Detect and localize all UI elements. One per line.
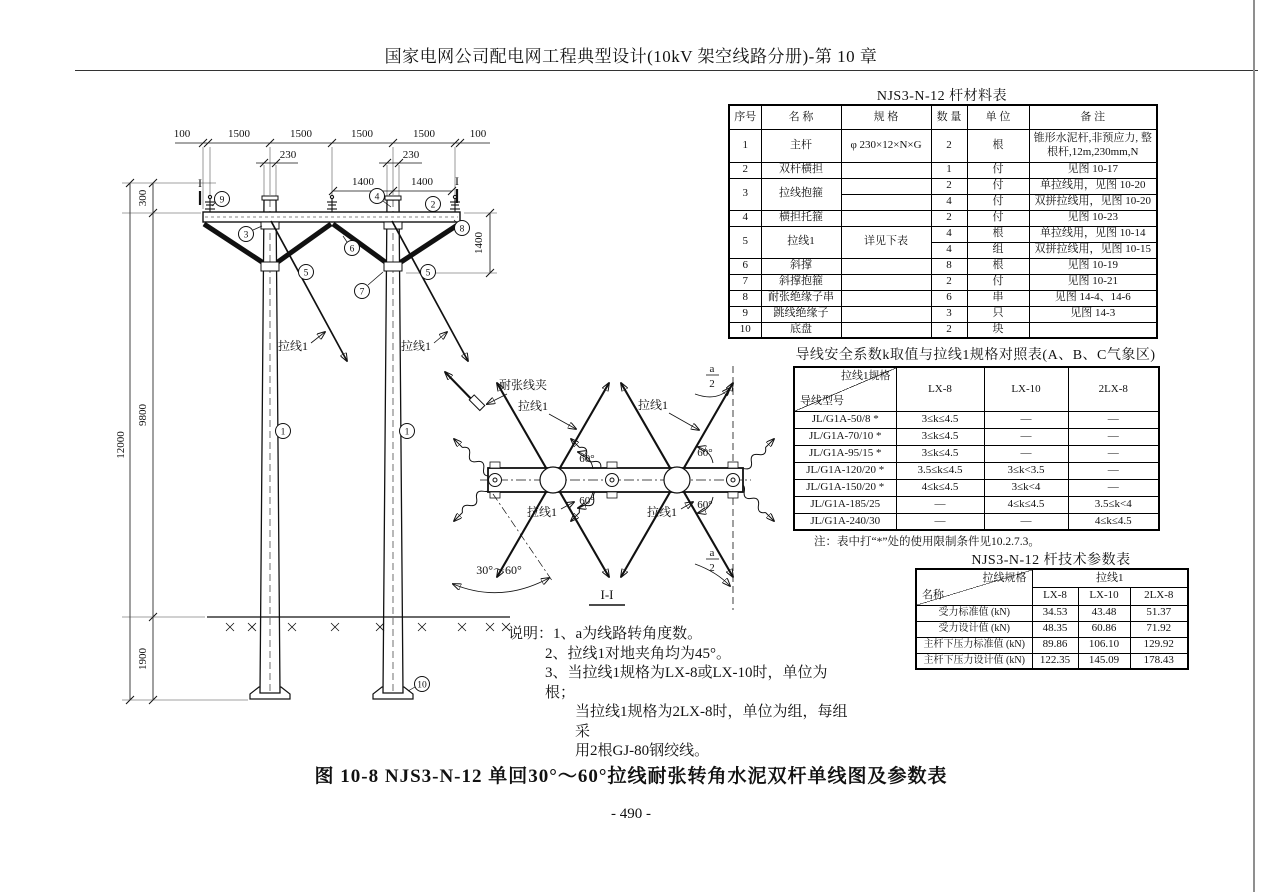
col-header: LX-8 (1032, 587, 1078, 605)
stay-label: 拉线1 (637, 398, 669, 412)
cell: 5 (729, 226, 761, 258)
dim-label: 1400 (411, 176, 433, 188)
cell: 付 (967, 274, 1029, 290)
callout-number: 1 (404, 427, 410, 438)
k-value-table (793, 366, 1160, 531)
page-number: - 490 - (611, 806, 651, 822)
angle-label: 60° (697, 499, 713, 511)
cell: 4≤k≤4.5 (896, 479, 984, 496)
callout-number: 6 (349, 244, 355, 255)
col-header: 备 注 (1029, 105, 1157, 129)
cell: 4 (729, 210, 761, 226)
dim-label: 1900 (137, 648, 149, 670)
cell: 2 (931, 178, 967, 194)
cell: — (1068, 411, 1159, 428)
col-header: 序号 (729, 105, 761, 129)
table-row (916, 605, 1188, 621)
dim-label: 300 (137, 189, 149, 207)
cell: 8 (729, 290, 761, 306)
dim-label: 230 (402, 149, 420, 161)
cell: 斜撑 (761, 258, 841, 274)
cell: — (896, 496, 984, 513)
table-row (729, 322, 1157, 338)
cell: JL/G1A-95/15 * (794, 445, 896, 462)
cell: 4≤k≤4.5 (984, 496, 1068, 513)
cell: 3≤k≤4.5 (896, 428, 984, 445)
cell: 单拉线用，见图 10-14 (1029, 226, 1157, 242)
cell: 3 (729, 178, 761, 210)
corner-bottom-label: 名称 (922, 589, 944, 602)
cell: 3≤k<4 (984, 479, 1068, 496)
cell: 双拼拉线用，见图 10-20 (1029, 194, 1157, 210)
table-header-row (729, 105, 1157, 129)
table-row (729, 129, 1157, 162)
cell: 见图 10-17 (1029, 162, 1157, 178)
dim-label: 1400 (352, 176, 374, 188)
cell: — (984, 428, 1068, 445)
table-row (916, 637, 1188, 653)
cell: 见图 14-3 (1029, 306, 1157, 322)
cell: 底盘 (761, 322, 841, 338)
stay-label: 拉线1 (517, 399, 549, 413)
cell: 详见下表 (841, 226, 931, 258)
callout-number: 4 (374, 192, 380, 203)
cell: 拉线抱箍 (761, 178, 841, 210)
k-table-note: 注：表中打“*”处的使用限制条件见10.2.7.3。 (814, 536, 1040, 548)
section-mark: I (455, 174, 459, 188)
table-row (729, 274, 1157, 290)
table-header-row (794, 367, 1159, 411)
cell: — (896, 513, 984, 530)
col-header: LX-10 (1078, 587, 1130, 605)
jumper-insulators (205, 192, 460, 212)
cell (1029, 322, 1157, 338)
cell: — (984, 445, 1068, 462)
table-row (729, 226, 1157, 242)
cell: 见图 10-23 (1029, 210, 1157, 226)
jumper-insulator (450, 195, 460, 212)
materials-table (728, 104, 1158, 339)
corner-top-label: 拉线规格 (982, 572, 1027, 584)
table-row (729, 306, 1157, 322)
cell (841, 178, 931, 194)
pole-clamps (261, 222, 402, 271)
cell: — (984, 411, 1068, 428)
cell: 122.35 (1032, 653, 1078, 669)
cell: JL/G1A-120/20 * (794, 462, 896, 479)
cell: 受力标准值 (kN) (916, 605, 1032, 621)
a-over-2-top (695, 363, 730, 397)
cell: 9 (729, 306, 761, 322)
diagonal-corner-cell (916, 569, 1032, 605)
dim-label: 1500 (351, 128, 373, 140)
a-denominator: 2 (709, 378, 715, 390)
cell: 7 (729, 274, 761, 290)
crossarm-1400-dimensions (329, 176, 456, 195)
cell: 34.53 (1032, 605, 1078, 621)
diagonal-corner-cell (794, 367, 896, 411)
materials-table-title: NJS3-N-12 杆材料表 (876, 89, 1008, 104)
section-mark: I (198, 176, 202, 190)
cell: JL/G1A-240/30 (794, 513, 896, 530)
cell: 跳线绝缘子 (761, 306, 841, 322)
section-title-text: I-I (600, 587, 614, 602)
dim-label: 230 (279, 149, 297, 161)
cell (841, 194, 931, 210)
jumper-insulator (327, 195, 337, 212)
note-line: 说明：1、a为线路转角度数。 (508, 626, 703, 642)
clamp-label: 耐张线夹 (498, 378, 548, 392)
dim-label: 12000 (115, 431, 127, 459)
cell: 3.5≤k<4 (1068, 496, 1159, 513)
callout-number: 3 (243, 230, 249, 241)
table-row (794, 479, 1159, 496)
cell: 60.86 (1078, 621, 1130, 637)
cell: 锥形水泥杆,非预应力, 整根杆,12m,230mm,N (1029, 129, 1157, 162)
part-callouts (212, 189, 470, 692)
cell: 89.86 (1032, 637, 1078, 653)
cell: 块 (967, 322, 1029, 338)
cell: 单拉线用，见图 10-20 (1029, 178, 1157, 194)
cell: 43.48 (1078, 605, 1130, 621)
cell: 3≤k≤4.5 (896, 445, 984, 462)
dim-label: 1500 (290, 128, 312, 140)
cell: 4 (931, 226, 967, 242)
callout-number: 7 (359, 287, 365, 298)
section-i-i-drawing (435, 358, 777, 616)
page-header-title: 国家电网公司配电网工程典型设计(10kV 架空线路分册)-第 10 章 (384, 47, 878, 66)
corner-bottom-label: 导线型号 (800, 395, 844, 408)
cell: 3 (931, 306, 967, 322)
angle-label: 60° (579, 495, 595, 507)
cell: 横担托箍 (761, 210, 841, 226)
cell: 178.43 (1130, 653, 1188, 669)
cell: 付 (967, 210, 1029, 226)
callout-number: 1 (280, 427, 286, 438)
cell: 根 (967, 129, 1029, 162)
cell: 3.5≤k≤4.5 (896, 462, 984, 479)
col-header: 单 位 (967, 105, 1029, 129)
jumper-insulator (205, 195, 215, 212)
table-row (729, 258, 1157, 274)
cell: 48.35 (1032, 621, 1078, 637)
stay-label: 拉线1 (400, 339, 432, 353)
cell: 1 (729, 129, 761, 162)
cell: 2 (931, 322, 967, 338)
table-row (794, 411, 1159, 428)
col-header: 2LX-8 (1068, 367, 1159, 411)
page-right-border (1253, 0, 1255, 892)
section-crossarm (480, 462, 751, 498)
table-header-row (916, 569, 1188, 587)
cell (841, 322, 931, 338)
group-header: 拉线1 (1032, 569, 1188, 587)
cell: — (1068, 462, 1159, 479)
cell: 主杆下压力标准值 (kN) (916, 637, 1032, 653)
table-row (729, 290, 1157, 306)
cell: 付 (967, 162, 1029, 178)
cell: 4≤k≤4.5 (1068, 513, 1159, 530)
col-header: 2LX-8 (1130, 587, 1188, 605)
table-row (794, 513, 1159, 530)
angle-label: 60° (697, 447, 713, 459)
section-title (589, 587, 625, 605)
cell: JL/G1A-185/25 (794, 496, 896, 513)
tech-params-table (915, 568, 1189, 670)
a-over-2-bottom (695, 547, 730, 586)
cell: 根 (967, 226, 1029, 242)
cell: 2 (729, 162, 761, 178)
table-row (794, 462, 1159, 479)
crossarm (203, 212, 460, 222)
table-row (729, 210, 1157, 226)
callout-number: 5 (425, 268, 431, 279)
cell: 8 (931, 258, 967, 274)
dim-label: 100 (173, 128, 191, 140)
cell: — (1068, 479, 1159, 496)
cell: 6 (729, 258, 761, 274)
cell: JL/G1A-70/10 * (794, 428, 896, 445)
pole-cross-section (664, 467, 690, 493)
cell: 耐张绝缘子串 (761, 290, 841, 306)
callout-number: 2 (430, 200, 436, 211)
dim-label: 100 (469, 128, 487, 140)
cell: φ 230×12×N×G (841, 129, 931, 162)
cell: 4 (931, 194, 967, 210)
callout-number: 5 (303, 268, 309, 279)
header-divider (75, 70, 1258, 71)
cell: 组 (967, 242, 1029, 258)
cell: 1 (931, 162, 967, 178)
callout-number: 9 (219, 195, 225, 206)
cell: 付 (967, 178, 1029, 194)
cell: 见图 10-19 (1029, 258, 1157, 274)
table-row (794, 445, 1159, 462)
cell: 见图 10-21 (1029, 274, 1157, 290)
note-line: 用2根GJ-80钢绞线。 (575, 743, 710, 759)
callout-number: 10 (417, 680, 427, 691)
note-line: 当拉线1规格为2LX-8时，单位为组，每组采 (575, 704, 848, 740)
cell: 3≤k<3.5 (984, 462, 1068, 479)
cell: 只 (967, 306, 1029, 322)
concrete-poles (260, 196, 403, 693)
table-row (916, 653, 1188, 669)
table-row (916, 621, 1188, 637)
tech-table-title: NJS3-N-12 杆技术参数表 (971, 553, 1131, 568)
drawing-notes (508, 625, 848, 762)
cell: — (1068, 445, 1159, 462)
cell: 串 (967, 290, 1029, 306)
cell: 主杆下压力设计值 (kN) (916, 653, 1032, 669)
dim-label: 1500 (228, 128, 250, 140)
a-numerator: a (709, 547, 715, 559)
cell: JL/G1A-150/20 * (794, 479, 896, 496)
cell: — (1068, 428, 1159, 445)
table-row (794, 496, 1159, 513)
cell (841, 210, 931, 226)
cell: 2 (931, 129, 967, 162)
stay-label: 拉线1 (526, 505, 558, 519)
cell: 双杆横担 (761, 162, 841, 178)
a-denominator: 2 (709, 562, 715, 574)
note-line: 3、当拉线1规格为LX-8或LX-10时，单位为根； (545, 665, 828, 701)
table-row (794, 428, 1159, 445)
cell: 根 (967, 258, 1029, 274)
col-header: 名 称 (761, 105, 841, 129)
cell: 付 (967, 194, 1029, 210)
note-line: 2、拉线1对地夹角均为45°。 (545, 645, 731, 662)
cell: 106.10 (1078, 637, 1130, 653)
cell: 129.92 (1130, 637, 1188, 653)
cell: 145.09 (1078, 653, 1130, 669)
cell: 3≤k≤4.5 (896, 411, 984, 428)
stay-wire-labels (278, 332, 447, 353)
dim-label: 1500 (413, 128, 435, 140)
callout-number: 8 (459, 224, 465, 235)
col-header: 规 格 (841, 105, 931, 129)
col-header: LX-10 (984, 367, 1068, 411)
pole-top-diameter-dimensions (256, 149, 422, 197)
dim-label: 1400 (473, 232, 485, 254)
cell: JL/G1A-50/8 * (794, 411, 896, 428)
cell: 2 (931, 210, 967, 226)
cell (841, 306, 931, 322)
angle-range-label: 30°～60° (476, 563, 522, 577)
cell: 4 (931, 242, 967, 258)
cell: — (984, 513, 1068, 530)
cell: 6 (931, 290, 967, 306)
cell: 拉线1 (761, 226, 841, 258)
cell: 见图 14-4、14-6 (1029, 290, 1157, 306)
cell: 2 (931, 274, 967, 290)
corner-top-label: 拉线1规格 (841, 370, 891, 382)
cell (841, 274, 931, 290)
cell: 斜撑抱箍 (761, 274, 841, 290)
col-header: 数 量 (931, 105, 967, 129)
tension-clamp (445, 372, 485, 410)
cell (841, 162, 931, 178)
dim-label: 9800 (137, 404, 149, 426)
cell (841, 258, 931, 274)
cell (841, 290, 931, 306)
cell: 受力设计值 (kN) (916, 621, 1032, 637)
figure-caption: 图 10-8 NJS3-N-12 单回30°～60°拉线耐张转角水泥双杆单线图及参数表 (314, 766, 948, 787)
col-header: LX-8 (896, 367, 984, 411)
cell: 主杆 (761, 129, 841, 162)
cell: 71.92 (1130, 621, 1188, 637)
table-row (729, 162, 1157, 178)
angle-label: 60° (579, 453, 595, 465)
k-table-title: 导线安全系数k取值与拉线1规格对照表(A、B、C气象区) (795, 348, 1156, 363)
stay-label: 拉线1 (646, 505, 678, 519)
pole-cross-section (540, 467, 566, 493)
cell: 10 (729, 322, 761, 338)
table-row (729, 178, 1157, 194)
cell: 双拼拉线用，见图 10-15 (1029, 242, 1157, 258)
cell: 51.37 (1130, 605, 1188, 621)
ground-line (207, 617, 510, 631)
stay-label: 拉线1 (277, 339, 309, 353)
a-numerator: a (709, 363, 715, 375)
